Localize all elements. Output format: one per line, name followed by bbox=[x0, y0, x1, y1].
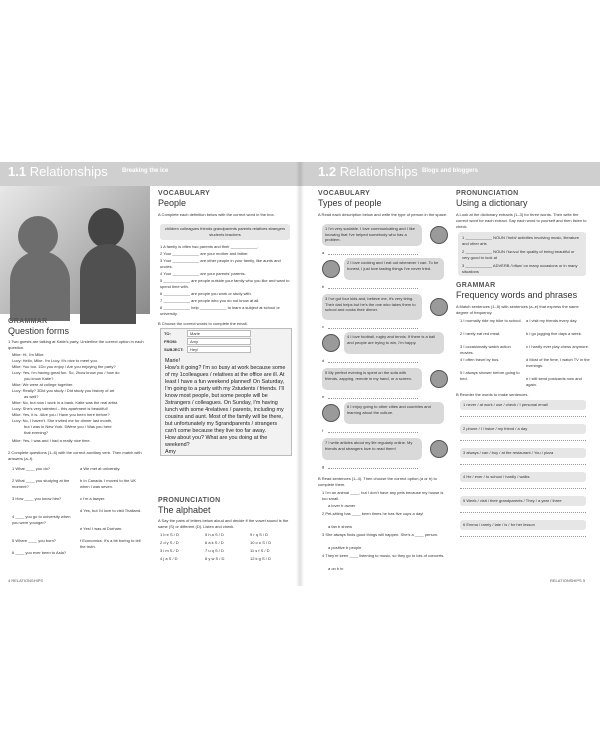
unit-title: 1.1 Relationships bbox=[8, 164, 108, 179]
unit-subtitle: Breaking the ice bbox=[122, 168, 169, 174]
email-subject-label: SUBJECT: bbox=[164, 347, 184, 352]
unit-title: 1.2 Relationships bbox=[318, 164, 418, 179]
mc-question: 4 They're keen ____ listening to music, so they go to lots of concerts. bbox=[322, 553, 445, 558]
letter-pair: 3 i m S / D bbox=[160, 548, 179, 553]
reorder-box bbox=[460, 400, 586, 410]
vocab-exA-instruction: A Read each description below and write the type of person in the space. bbox=[318, 212, 448, 217]
match-right-item: b I go jogging five days a week. bbox=[526, 331, 582, 336]
grammar-exA-instruction: A Match sentences (1–5) with sentences (a–e) that express the same degree of frequency. bbox=[456, 304, 579, 316]
letter-pair: 12 k g S / D bbox=[250, 556, 271, 561]
dialogue-line: that evening? bbox=[24, 430, 49, 435]
match-right-item: d Most of the time, I watch TV in the evenings. bbox=[526, 357, 590, 369]
question-item: 1 What ____ you do? bbox=[12, 466, 51, 471]
dialogue-line: you know Katie? bbox=[24, 376, 54, 381]
reorder-box bbox=[460, 520, 586, 530]
dictionary-extract: 2 ____________ NOUN /'təʊvə/ the quality of being beautiful or very good to look at bbox=[462, 249, 575, 261]
answer-letter: a bbox=[322, 250, 325, 255]
dialogue-line: Lucy: Hello, Mike. I'm Lucy. It's nice to meet you. bbox=[12, 358, 98, 363]
answer-line bbox=[328, 288, 418, 289]
answer-line bbox=[328, 468, 418, 469]
definition-item: 8 ____________ help ____________ to learn a subject at school or university. bbox=[160, 305, 280, 317]
pron-heading: Using a dictionary bbox=[456, 198, 528, 208]
answer-item: d Yes, but I'd love to visit Thailand. bbox=[80, 508, 142, 513]
mc-options: a lover b owner bbox=[328, 503, 356, 508]
letter-pair: 1 b e S / D bbox=[160, 532, 179, 537]
person-face-icon bbox=[430, 440, 448, 458]
textbook-spread bbox=[0, 162, 600, 586]
answer-letter: g bbox=[322, 464, 325, 469]
letter-pair: 5 h a S / D bbox=[205, 532, 224, 537]
definition-item: 4 Your ____________ are your parents' parents. bbox=[160, 271, 246, 276]
left-page bbox=[0, 162, 300, 586]
dictionary-box bbox=[458, 232, 586, 276]
definition-item: 2 Your ____________ are your mother and father. bbox=[160, 251, 249, 256]
grammar-label: GRAMMAR bbox=[8, 318, 48, 325]
right-page bbox=[300, 162, 600, 586]
dialogue-line: Lucy: Yes, I'm having great fun. So, 2how know you / how do bbox=[12, 370, 120, 375]
letter-pair: 10 o u S / D bbox=[250, 540, 272, 545]
vocab-exA-instruction: A Complete each definition below with the correct word in the box. bbox=[158, 212, 275, 217]
definition-item: 5 ____________ are people outside your family who you like and want to spend time with. bbox=[160, 278, 290, 290]
definition-item: 7 ____________ are people who you do not know at all. bbox=[160, 298, 260, 303]
word-box-text: children colleagues friends grandparents parents relatives strangers students teachers bbox=[164, 226, 286, 238]
definition-item: 6 ____________ are people you work or study with. bbox=[160, 291, 252, 296]
letter-pair: 11 s f S / D bbox=[250, 548, 270, 553]
answer-line bbox=[328, 398, 418, 399]
definition-item: 3 Your ____________ are other people in your family, like aunts and uncles. bbox=[160, 258, 281, 270]
match-left-item: 3 I occasionally watch action movies. bbox=[460, 344, 511, 356]
mc-question: 1 I'm an animal ____, but I don't have any pets because my house is too small. bbox=[322, 490, 444, 502]
pron-heading: The alphabet bbox=[158, 505, 211, 515]
speech-bubble: 2 I love cooking and I eat out whenever I can. To be honest, I just love tasting things I've never tried. bbox=[344, 258, 444, 280]
question-item: 3 How ____ you know him? bbox=[12, 496, 62, 501]
pron-label: PRONUNCIATION bbox=[158, 497, 221, 504]
email-signoff: Amy bbox=[165, 449, 176, 455]
email-to-label: TO: bbox=[164, 331, 171, 336]
answer-letter: f bbox=[322, 428, 324, 433]
email-from-label: FROM: bbox=[164, 339, 178, 344]
match-right-item: e I still send postcards now and again. bbox=[526, 376, 582, 388]
speech-bubble: 6 I enjoy going to other cities and countries and learning about the culture. bbox=[344, 402, 444, 424]
grammar-heading: Frequency words and phrases bbox=[456, 290, 578, 300]
question-item: 6 ____ you ever been to Asia? bbox=[12, 550, 67, 555]
email-from-field: Amy bbox=[187, 338, 251, 345]
question-item: 5 Where ____ you born? bbox=[12, 538, 57, 543]
unit-subtitle: Blogs and bloggers bbox=[422, 168, 479, 174]
email-subject-field: Hey! bbox=[187, 346, 251, 353]
letter-pair: 7 u q S / D bbox=[205, 548, 224, 553]
reorder-item: 5 Week / visit / their grandparents / They / a year / three bbox=[463, 498, 562, 503]
mc-options: a fan b shrew bbox=[328, 524, 353, 529]
speech-bubble: 1 I'm very sociable. I love communicating and I like knowing that I've helped somebody who has a problem. bbox=[322, 224, 422, 246]
word-box bbox=[160, 224, 290, 240]
dialogue-line: Lucy: She's very talented – this apartment is beautiful! bbox=[12, 406, 108, 411]
letter-pair: 2 d y S / D bbox=[160, 540, 179, 545]
email-paragraph: How about you? What are you doing at the weekend? bbox=[165, 435, 268, 448]
answer-line bbox=[328, 254, 418, 255]
match-right-item: a I visit my friends every day. bbox=[526, 318, 578, 323]
grammar-exB-instruction: B Reorder the words to make sentences. bbox=[456, 392, 529, 397]
answer-letter: d bbox=[322, 358, 325, 363]
reorder-item: 2 phone / I / twice / my friend / a day bbox=[463, 426, 528, 431]
dictionary-extract: 1 ____________ NOUN /'hɒbi/ activities involving music, literature and other arts bbox=[462, 235, 580, 247]
reorder-box bbox=[460, 424, 586, 434]
answer-item: a We met at university. bbox=[80, 466, 121, 471]
letter-pair: 6 a k S / D bbox=[205, 540, 224, 545]
pron-instruction: A Say the pairs of letters below aloud and decide if the vowel sound is the same (S) or different (D). Listen and check. bbox=[158, 518, 289, 530]
letter-pair: 9 r q S / D bbox=[250, 532, 269, 537]
answer-line bbox=[460, 488, 586, 489]
question-item: 4 ____ you go to university when you were younger? bbox=[12, 514, 71, 526]
grammar-heading: Question forms bbox=[8, 326, 70, 336]
person-face-icon bbox=[430, 298, 448, 316]
pron-label: PRONUNCIATION bbox=[456, 190, 519, 197]
dialogue-line: as well? bbox=[24, 394, 39, 399]
dialogue-line: but I was in New York. 5Were you / Was you here bbox=[24, 424, 112, 429]
dialogue-line: Mike: Yes, I was and I had a really nice time. bbox=[12, 438, 91, 443]
answer-line bbox=[328, 432, 418, 433]
mc-options: a on b in bbox=[328, 566, 344, 571]
speech-bubble: 5 My perfect evening is spent on the sofa with friends, zapping, remote in my hand, or a screen. bbox=[322, 368, 422, 390]
match-left-item: 2 I rarely eat red meat. bbox=[460, 331, 501, 336]
grammar-ex2-instruction: 2 Complete questions (1–6) with the correct auxiliary verb. Then match with answers (a–f). bbox=[8, 450, 142, 462]
answer-letter: c bbox=[322, 324, 324, 329]
reorder-box bbox=[460, 472, 586, 482]
dialogue-line: Lucy: No, I haven't. She invited me for dinner last month, bbox=[12, 418, 113, 423]
reorder-item: 3 always / can / buy / at the restaurant / You / pizza bbox=[463, 450, 554, 455]
vocab-label: VOCABULARY bbox=[158, 190, 211, 197]
answer-line bbox=[460, 440, 586, 441]
dialogue-line: Mike: No, but now I work in a bank. Katie was the real artist. bbox=[12, 400, 119, 405]
answer-line bbox=[328, 328, 418, 329]
reorder-box bbox=[460, 448, 586, 458]
party-photo bbox=[0, 186, 150, 314]
reorder-box bbox=[460, 496, 586, 506]
email-to-field: Marie bbox=[187, 330, 251, 337]
answer-line bbox=[460, 416, 586, 417]
email-window bbox=[160, 328, 292, 456]
definition-item: 1 A family is often two parents and their ____________. bbox=[160, 244, 259, 249]
person-woman-image bbox=[18, 216, 58, 256]
speech-bubble: 4 I love football, rugby and tennis. If there is a ball and people are trying to win, I'm happy. bbox=[344, 332, 444, 354]
dialogue-line: Lucy: Really? 3Did you study / Did study you history of art bbox=[12, 388, 115, 393]
person-face-icon bbox=[430, 370, 448, 388]
dialogue-line: Mike: We were at college together. bbox=[12, 382, 74, 387]
answer-item: f Economics. It's a bit boring to tell the truth. bbox=[80, 538, 141, 550]
vocab-heading: People bbox=[158, 198, 187, 208]
question-item: 2 What ____ you studying at the moment? bbox=[12, 478, 70, 490]
vocab-heading: Types of people bbox=[318, 198, 382, 208]
grammar-ex1-instruction: 1 Two guests are talking at Katie's party. Underline the correct option in each question. bbox=[8, 339, 144, 351]
email-body bbox=[165, 358, 287, 456]
letter-pair: 4 j a S / D bbox=[160, 556, 178, 561]
person-face-icon bbox=[322, 334, 340, 352]
person-man-image bbox=[88, 208, 124, 248]
page-footer-right: RELATIONSHIPS 5 bbox=[550, 578, 586, 583]
reorder-item: 1 never / at work / use / check / I personal email bbox=[463, 402, 548, 407]
reorder-item: 4 He / ever / to school / hardly / walks bbox=[463, 474, 530, 479]
grammar-label: GRAMMAR bbox=[456, 282, 496, 289]
answer-item: b In Canada. I moved to the UK when I was seven. bbox=[80, 478, 137, 490]
answer-line bbox=[460, 536, 586, 537]
dialogue-line: Mike: Hi, I'm Mike. bbox=[12, 352, 45, 357]
answer-line bbox=[460, 464, 586, 465]
answer-letter: e bbox=[322, 394, 325, 399]
person-face-icon bbox=[322, 404, 340, 422]
vocab-exB-instruction: B Read sentences (1–4). Then choose the correct option (a or b) to complete them. bbox=[318, 476, 437, 488]
pron-instruction: A Look at the dictionary extracts (1–3) for three words. Then write the correct word for each extract. Say each word to yourself and then listen to check. bbox=[456, 212, 587, 230]
mc-question: 2 Pet-sitting has ____ been times he has five cups a day! bbox=[322, 511, 424, 516]
email-greeting: Marie! bbox=[165, 358, 180, 364]
letter-pair: 8 y w S / D bbox=[205, 556, 225, 561]
speech-bubble: 7 I write articles about my life regularly online. My friends and strangers love to read them! bbox=[322, 438, 422, 460]
person-face-icon bbox=[430, 226, 448, 244]
dialogue-line: Mike: Yes, it is. 4Are you / Have you been here before? bbox=[12, 412, 110, 417]
vocab-exB-instruction: B Choose the correct words to complete the email. bbox=[158, 321, 248, 326]
match-right-item: c I hardly ever play chess anymore. bbox=[526, 344, 589, 349]
vocab-label: VOCABULARY bbox=[318, 190, 371, 197]
match-left-item: 1 I normally ride my bike to school. bbox=[460, 318, 522, 323]
reorder-item: 6 Emma / rarely / late / is / for her lesson bbox=[463, 522, 535, 527]
book-gutter-shadow bbox=[296, 162, 304, 586]
mc-options: a positive b people bbox=[328, 545, 362, 550]
answer-item: e Yes! I was at Durham. bbox=[80, 526, 123, 531]
speech-bubble: 3 I've got four kids and, believe me, it's very tiring. Their dad helps but he's the one who takes them to school and cooks their dinner. bbox=[322, 294, 422, 320]
answer-line bbox=[460, 512, 586, 513]
email-paragraph: How's it going? I'm so busy at work because some of my 1colleagues / relatives at the office are ill. At least I have a fun weekend planned! On Saturday, I'm going to a party with my 2students / friends. I'll know most people, but some people will be 3strangers / colleagues. On Sunday, I'm having lunch with some 4relatives / parents, including my cousins and aunt. Most of the family will be there, but unfortunately my 5grandparents / strangers can't come because they live too far away. bbox=[165, 365, 286, 434]
match-left-item: 5 I always shower before going to bed. bbox=[460, 370, 520, 382]
match-left-item: 4 I often travel by bus. bbox=[460, 357, 500, 362]
dialogue-line: Mike: You too. 1Do you enjoy / Are you enjoying the party? bbox=[12, 364, 116, 369]
dictionary-extract: 3 ____________ ADVERB /'oftən/ on many occasions or in many situations bbox=[462, 263, 578, 275]
answer-letter: b bbox=[322, 284, 325, 289]
mc-question: 3 She always finds good things will happen. She's a ____ person. bbox=[322, 532, 439, 537]
person-man-body-image bbox=[80, 244, 136, 324]
page-footer-left: 4 RELATIONSHIPS bbox=[8, 578, 44, 583]
person-woman-body-image bbox=[10, 251, 70, 321]
person-face-icon bbox=[322, 260, 340, 278]
answer-line bbox=[328, 362, 418, 363]
answer-item: c I'm a lawyer. bbox=[80, 496, 106, 501]
